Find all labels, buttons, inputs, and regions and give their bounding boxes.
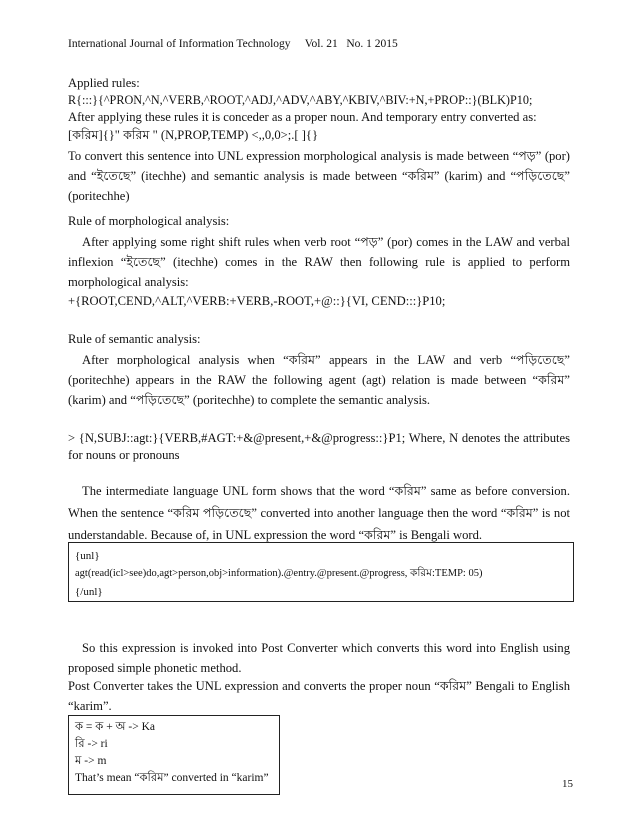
rule-line: > {N,SUBJ::agt:}{VERB,#AGT:+&@present,+&@progress::}P1; Where, N denotes the attributes for nouns or pronouns [68,431,570,462]
unl-expression-box [68,542,574,602]
unl-open: {unl} [75,550,100,562]
post-converter-paragraph: Post Converter takes the UNL expression and converts the proper noun “করিম” Bengali to English “karim”. [68,679,570,713]
phonetic-line-4: That’s mean “করিম” converted in “karim” [75,772,269,784]
applied-rules-after: After applying these rules it is conceder as a proper noun. And temporary entry converted as: [68,110,537,124]
phonetic-line-3: ম -> m [75,755,107,767]
page-number: 15 [562,778,573,790]
invoke-paragraph: So this expression is invoked into Post Converter which converts this word into English using proposed simple phonetic method. [68,641,570,675]
phonetic-line-2: রি -> ri [75,738,108,750]
intermediate-paragraph: The intermediate language UNL form shows that the word “করিম” same as before conversion. When the sentence “করিম পড়িতেছে” converted into another language then the word “করিম” is not understandable. Because of, in UNL expression the word “করিম” is Bengali word. [68,484,570,542]
morph-paragraph: After applying some right shift rules when verb root “পড়” (por) comes in the LAW and verbal inflexion “ইতেছে” (itechhe) comes in the RAW then following rule is applied to perform morphological analysis: [68,235,570,289]
unl-expression: agt(read(icl>see)do,agt>person,obj>information).@entry.@present.@progress, করিম:TEMP: 05) [75,568,483,579]
semantic-paragraph: After morphological analysis when “করিম” appears in the LAW and verb “পড়িতেছে” (poritechhe) appears in the RAW the following agent (agt) relation is made between “করিম” (karim) and “পড়িতেছে” (poritechhe) to complete the semantic analysis. [68,353,570,407]
morph-heading: Rule of morphological analysis: [68,214,230,228]
phonetic-box [68,715,280,795]
morph-rule: +{ROOT,CEND,^ALT,^VERB:+VERB,-ROOT,+@::}{VI, CEND:::}P10; [68,294,446,308]
unl-close: {/unl} [75,586,103,598]
journal-header: International Journal of Information Technology Vol. 21 No. 1 2015 [68,38,398,50]
temporary-entry: [করিম]{}" করিম " (N,PROP,TEMP) <,,0,0>;.[ ]{} [68,128,319,142]
applied-rule: R{:::}{^PRON,^N,^VERB,^ROOT,^ADJ,^ADV,^ABY,^KBIV,^BIV:+N,+PROP::}(BLK)P10; [68,93,533,107]
convert-paragraph: To convert this sentence into UNL expression morphological analysis is made between “পড়” (por) and “ইতেছে” (itechhe) and semantic analysis is made between “করিম” (karim) and “পড়িতেছে” (poritechhe) [68,149,570,203]
phonetic-line-1: ক = ক + অ -> Ka [75,721,155,733]
applied-rules-heading: Applied rules: [68,76,140,90]
semantic-heading: Rule of semantic analysis: [68,332,201,346]
